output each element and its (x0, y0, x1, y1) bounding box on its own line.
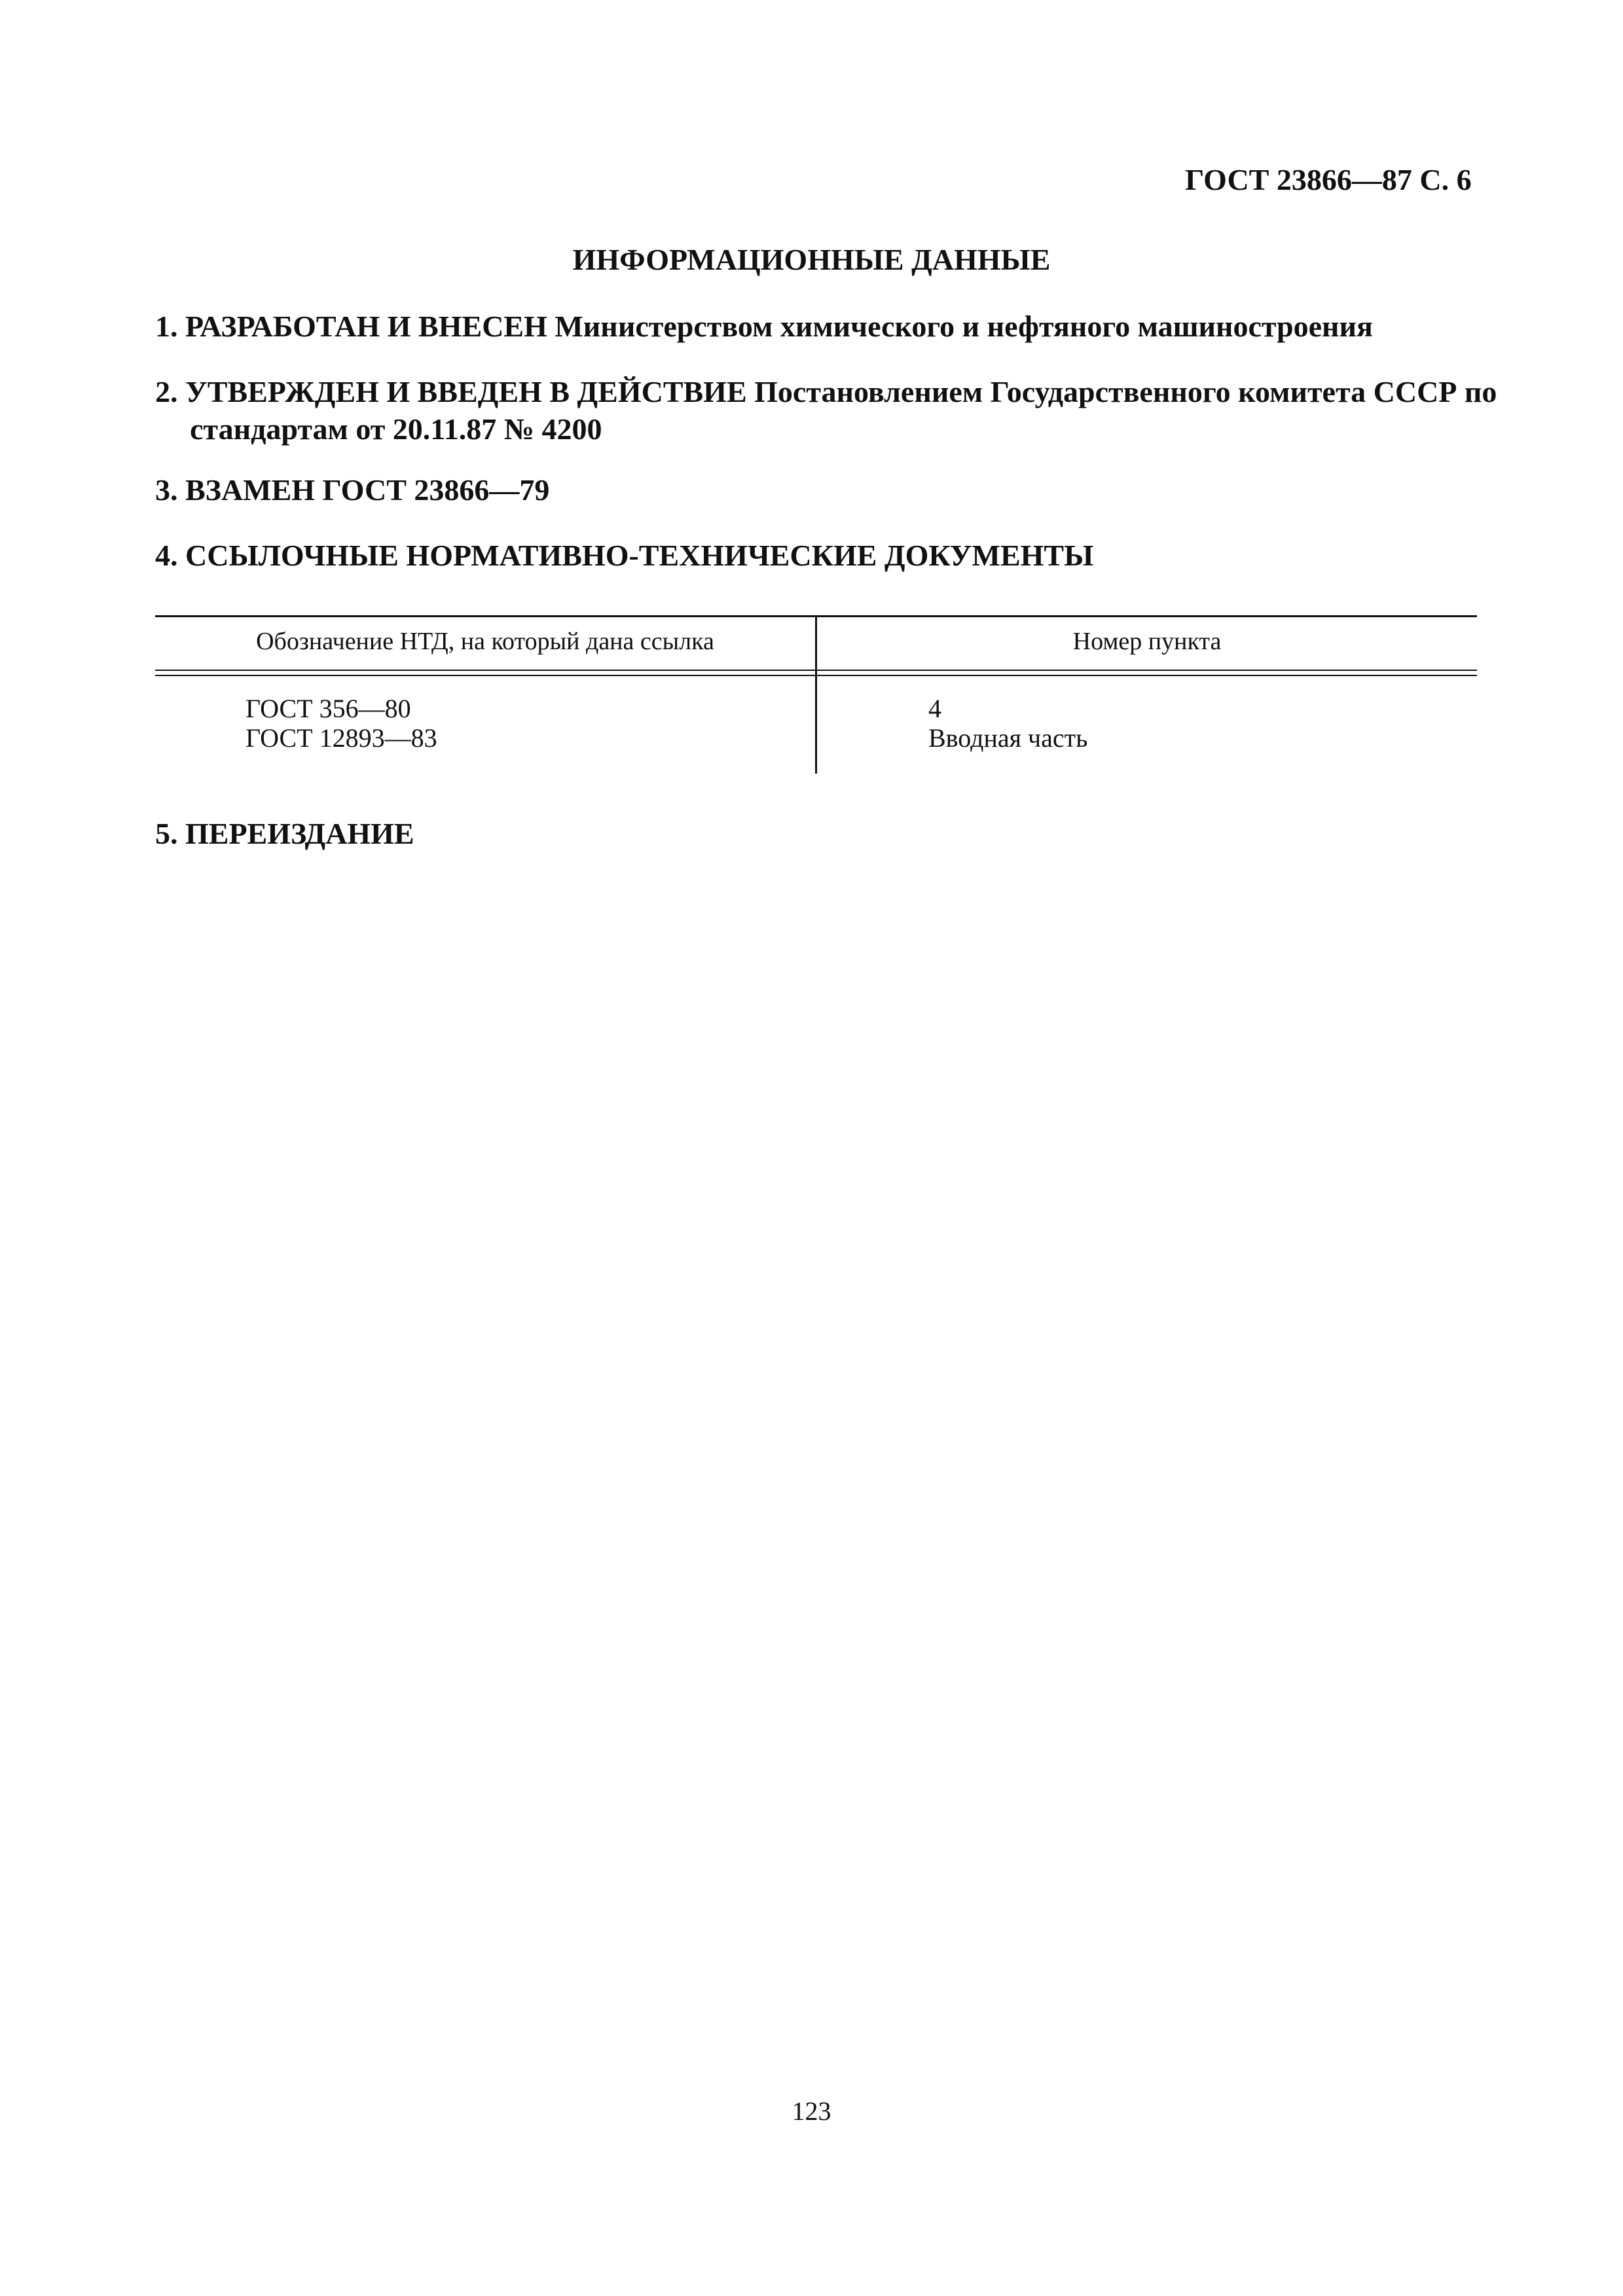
section-title: ИНФОРМАЦИОННЫЕ ДАННЫЕ (572, 243, 1051, 276)
table-cell-designation: ГОСТ 356—80 (246, 694, 411, 723)
page-number: 123 (792, 2096, 831, 2126)
item-approved (155, 373, 1497, 411)
item-reference-documents: 4. ССЫЛОЧНЫЕ НОРМАТИВНО-ТЕХНИЧЕСКИЕ ДОКУМЕНТЫ (155, 539, 1094, 572)
item-developed-label: 1. РАЗРАБОТАН И ВНЕСЕН (155, 310, 547, 343)
table-cell-designation: ГОСТ 12893—83 (246, 723, 437, 753)
table-header-designation: Обозначение НТД, на который дана ссылка (256, 628, 714, 655)
item-approved-text: Постановлением Государственного комитета СССР по (746, 375, 1497, 408)
table-cell-clause: Вводная часть (928, 723, 1088, 753)
item-developed (155, 308, 1373, 346)
item-approved-text-continued: стандартам от 20.11.87 № 4200 (190, 412, 602, 446)
table-header-rule-top (155, 670, 1477, 671)
document-reference-header: ГОСТ 23866—87 С. 6 (1185, 163, 1472, 196)
table-header-clause-number: Номер пункта (1072, 628, 1222, 655)
item-reissue: 5. ПЕРЕИЗДАНИЕ (155, 817, 414, 850)
item-replaces: 3. ВЗАМЕН ГОСТ 23866—79 (155, 473, 550, 507)
item-approved-label: 2. УТВЕРЖДЕН И ВВЕДЕН В ДЕЙСТВИЕ (155, 375, 747, 408)
table-header-rule-bottom (155, 675, 1477, 676)
table-cell-clause: 4 (928, 694, 941, 723)
item-developed-text: Министерством химического и нефтяного машиностроения (547, 310, 1373, 343)
